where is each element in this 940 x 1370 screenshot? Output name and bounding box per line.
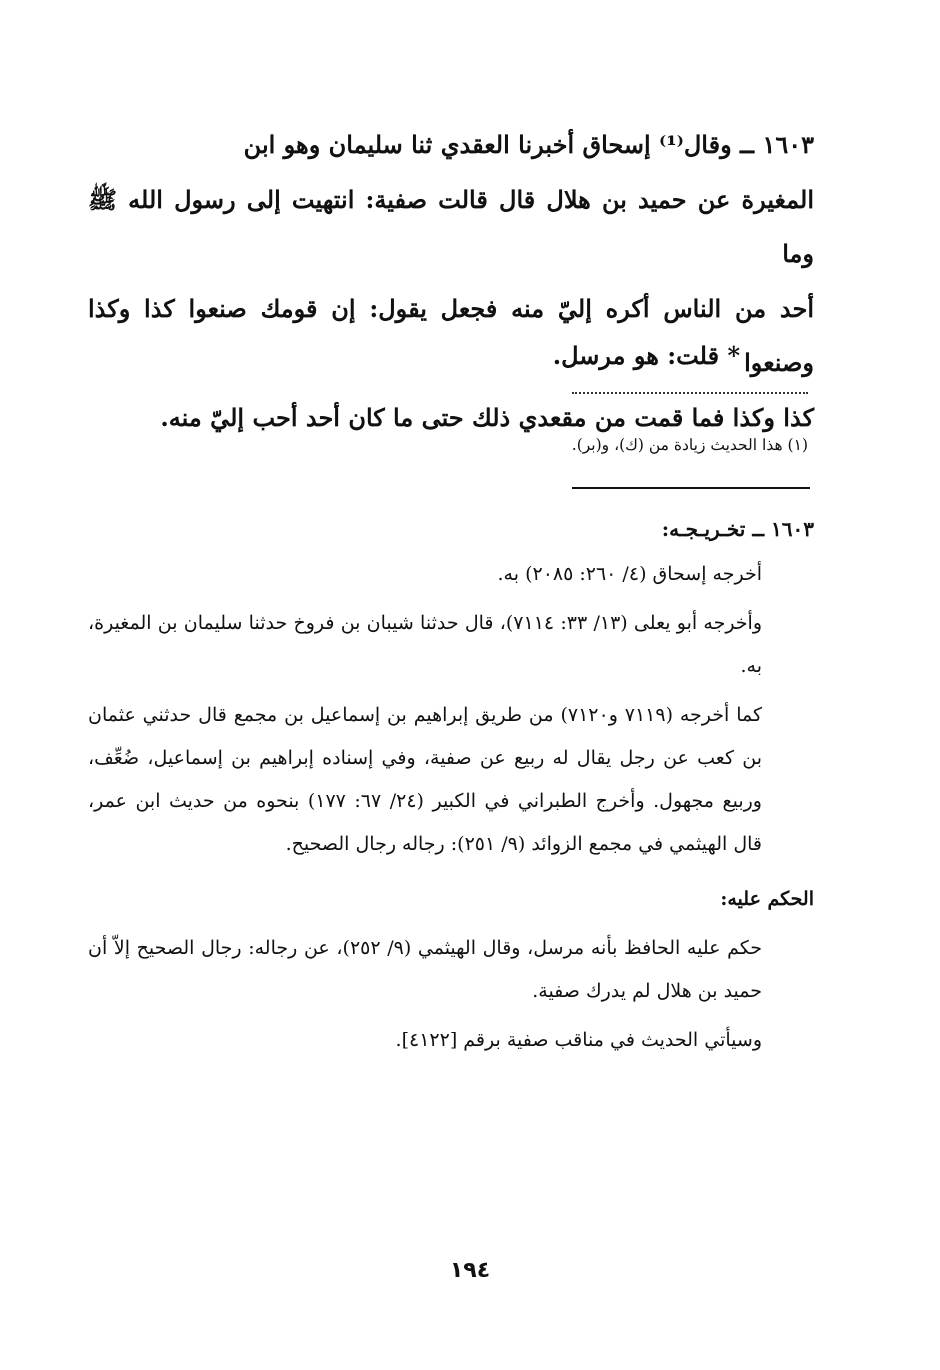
ruling-paragraph: حكم عليه الحافظ بأنه مرسل، وقال الهيثمي (٩/ ٢٥٢)، عن رجاله: رجال الصحيح إلاّ أن حميد بن هلال لم يدرك صفية. (88, 937, 762, 1002)
cross-reference: وسيأتي الحديث في مناقب صفية برقم [٤١٢٢]. (395, 1029, 762, 1051)
footnote-separator (572, 392, 808, 394)
hadith-line-2: المغيرة عن حميد بن هلال قال قالت صفية: انتهيت إلى رسول الله ﷺ وما (88, 184, 814, 268)
takhrij-paragraph-2: وأخرجه أبو يعلى (١٣/ ٣٣: ٧١١٤)، قال حدثنا شيبان بن فروخ حدثنا سليمان بن المغيرة، به. (88, 612, 762, 677)
hadith-line-1: ١٦٠٣ ــ وقال⁽¹⁾ إسحاق أخبرنا العقدي ثنا سليمان وهو ابن (243, 130, 814, 159)
author-comment: * قلت: هو مرسل. (552, 341, 740, 370)
takhrij-heading: ١٦٠٣ ــ تخـريـجـه: (661, 517, 814, 541)
section-divider (572, 487, 810, 489)
ruling-heading: الحكم عليه: (720, 888, 814, 910)
hadith-line-4: كذا وكذا فما قمت من مقعدي ذلك حتى ما كان أحد أحب إليّ منه. (160, 402, 814, 432)
hadith-line-3: أحد من الناس أكره إليّ منه فجعل يقول: إن قومك صنعوا كذا وكذا وصنعوا (88, 293, 814, 377)
hadith-text (88, 118, 814, 445)
takhrij-section (88, 508, 814, 1068)
footnote: (١) هذا الحديث زيادة من (ك)، و(بر). (571, 436, 808, 454)
page-number: ١٩٤ (449, 1258, 491, 1283)
takhrij-paragraph-1: أخرجه إسحاق (٤/ ٢٦٠: ٢٠٨٥) به. (497, 563, 762, 585)
takhrij-paragraph-3: كما أخرجه (٧١١٩ و٧١٢٠) من طريق إبراهيم بن إسماعيل بن مجمع قال حدثني عثمان بن كعب عن رجل يقال له ربيع عن صفية، وفي إسناده إبراهيم بن إسماعيل، ضُعِّف، وربيع مجهول. وأخرج الطبراني في الكبير (٢٤/ ٦٧: ١٧٧) بنحوه من حديث ابن عمر، قال الهيثمي في مجمع الزوائد (٩/ ٢٥١): رجاله رجال الصحيح. (88, 704, 763, 855)
